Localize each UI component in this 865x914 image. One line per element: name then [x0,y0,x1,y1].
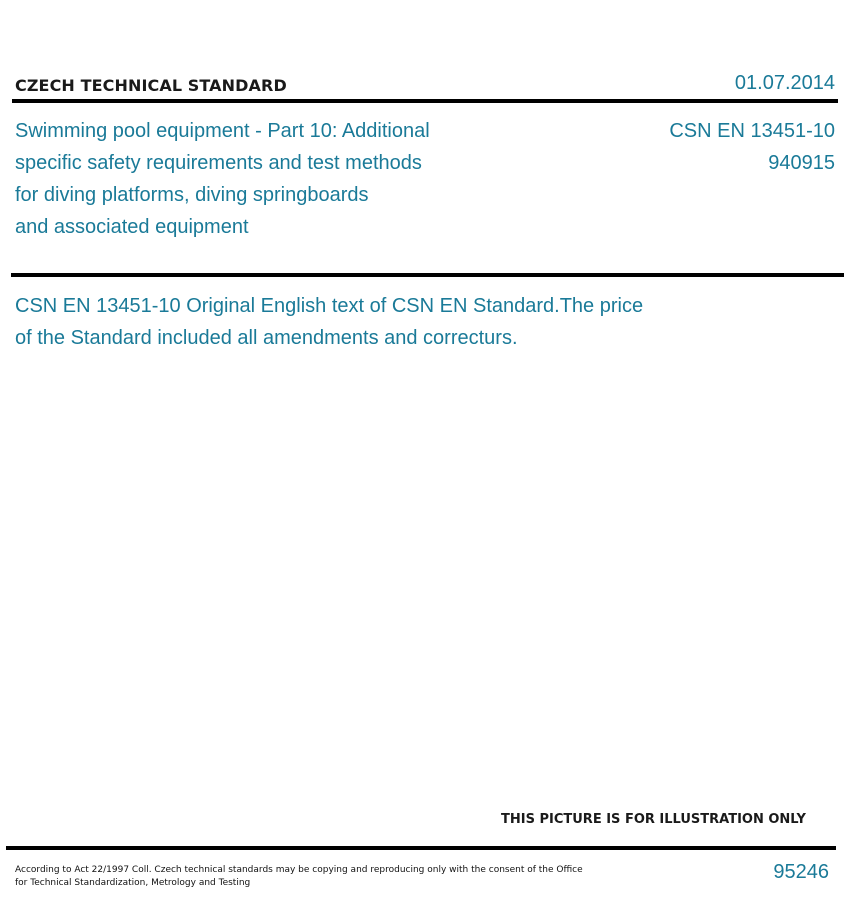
footer-divider [6,846,836,850]
publication-date: 01.07.2014 [734,72,835,94]
catalog-number: 95246 [773,861,829,883]
legal-notice [15,864,583,890]
standard-title-line: for diving platforms, diving springboards [15,184,369,206]
standard-title-line: and associated equipment [15,216,249,238]
standard-identifiers [669,115,835,179]
header-divider [12,99,838,103]
standard-title [15,115,615,243]
legal-notice-line: for Technical Standardization, Metrology and Testing [15,878,251,888]
standard-title-line: Swimming pool equipment - Part 10: Additional [15,120,430,142]
classification-number: 940915 [768,152,835,174]
document-heading: CZECH TECHNICAL STANDARD [15,76,287,95]
description-line: CSN EN 13451-10 Original English text of CSN EN Standard.The price [15,295,644,317]
standard-code: CSN EN 13451-10 [669,120,835,142]
description-line: of the Standard included all amendments and correcturs. [15,327,518,349]
standard-description [15,290,735,354]
title-divider [11,273,844,277]
illustration-note: THIS PICTURE IS FOR ILLUSTRATION ONLY [501,812,806,827]
standard-title-line: specific safety requirements and test methods [15,152,422,174]
legal-notice-line: According to Act 22/1997 Coll. Czech technical standards may be copying and reproducing only with the consent of the Office [15,865,583,875]
